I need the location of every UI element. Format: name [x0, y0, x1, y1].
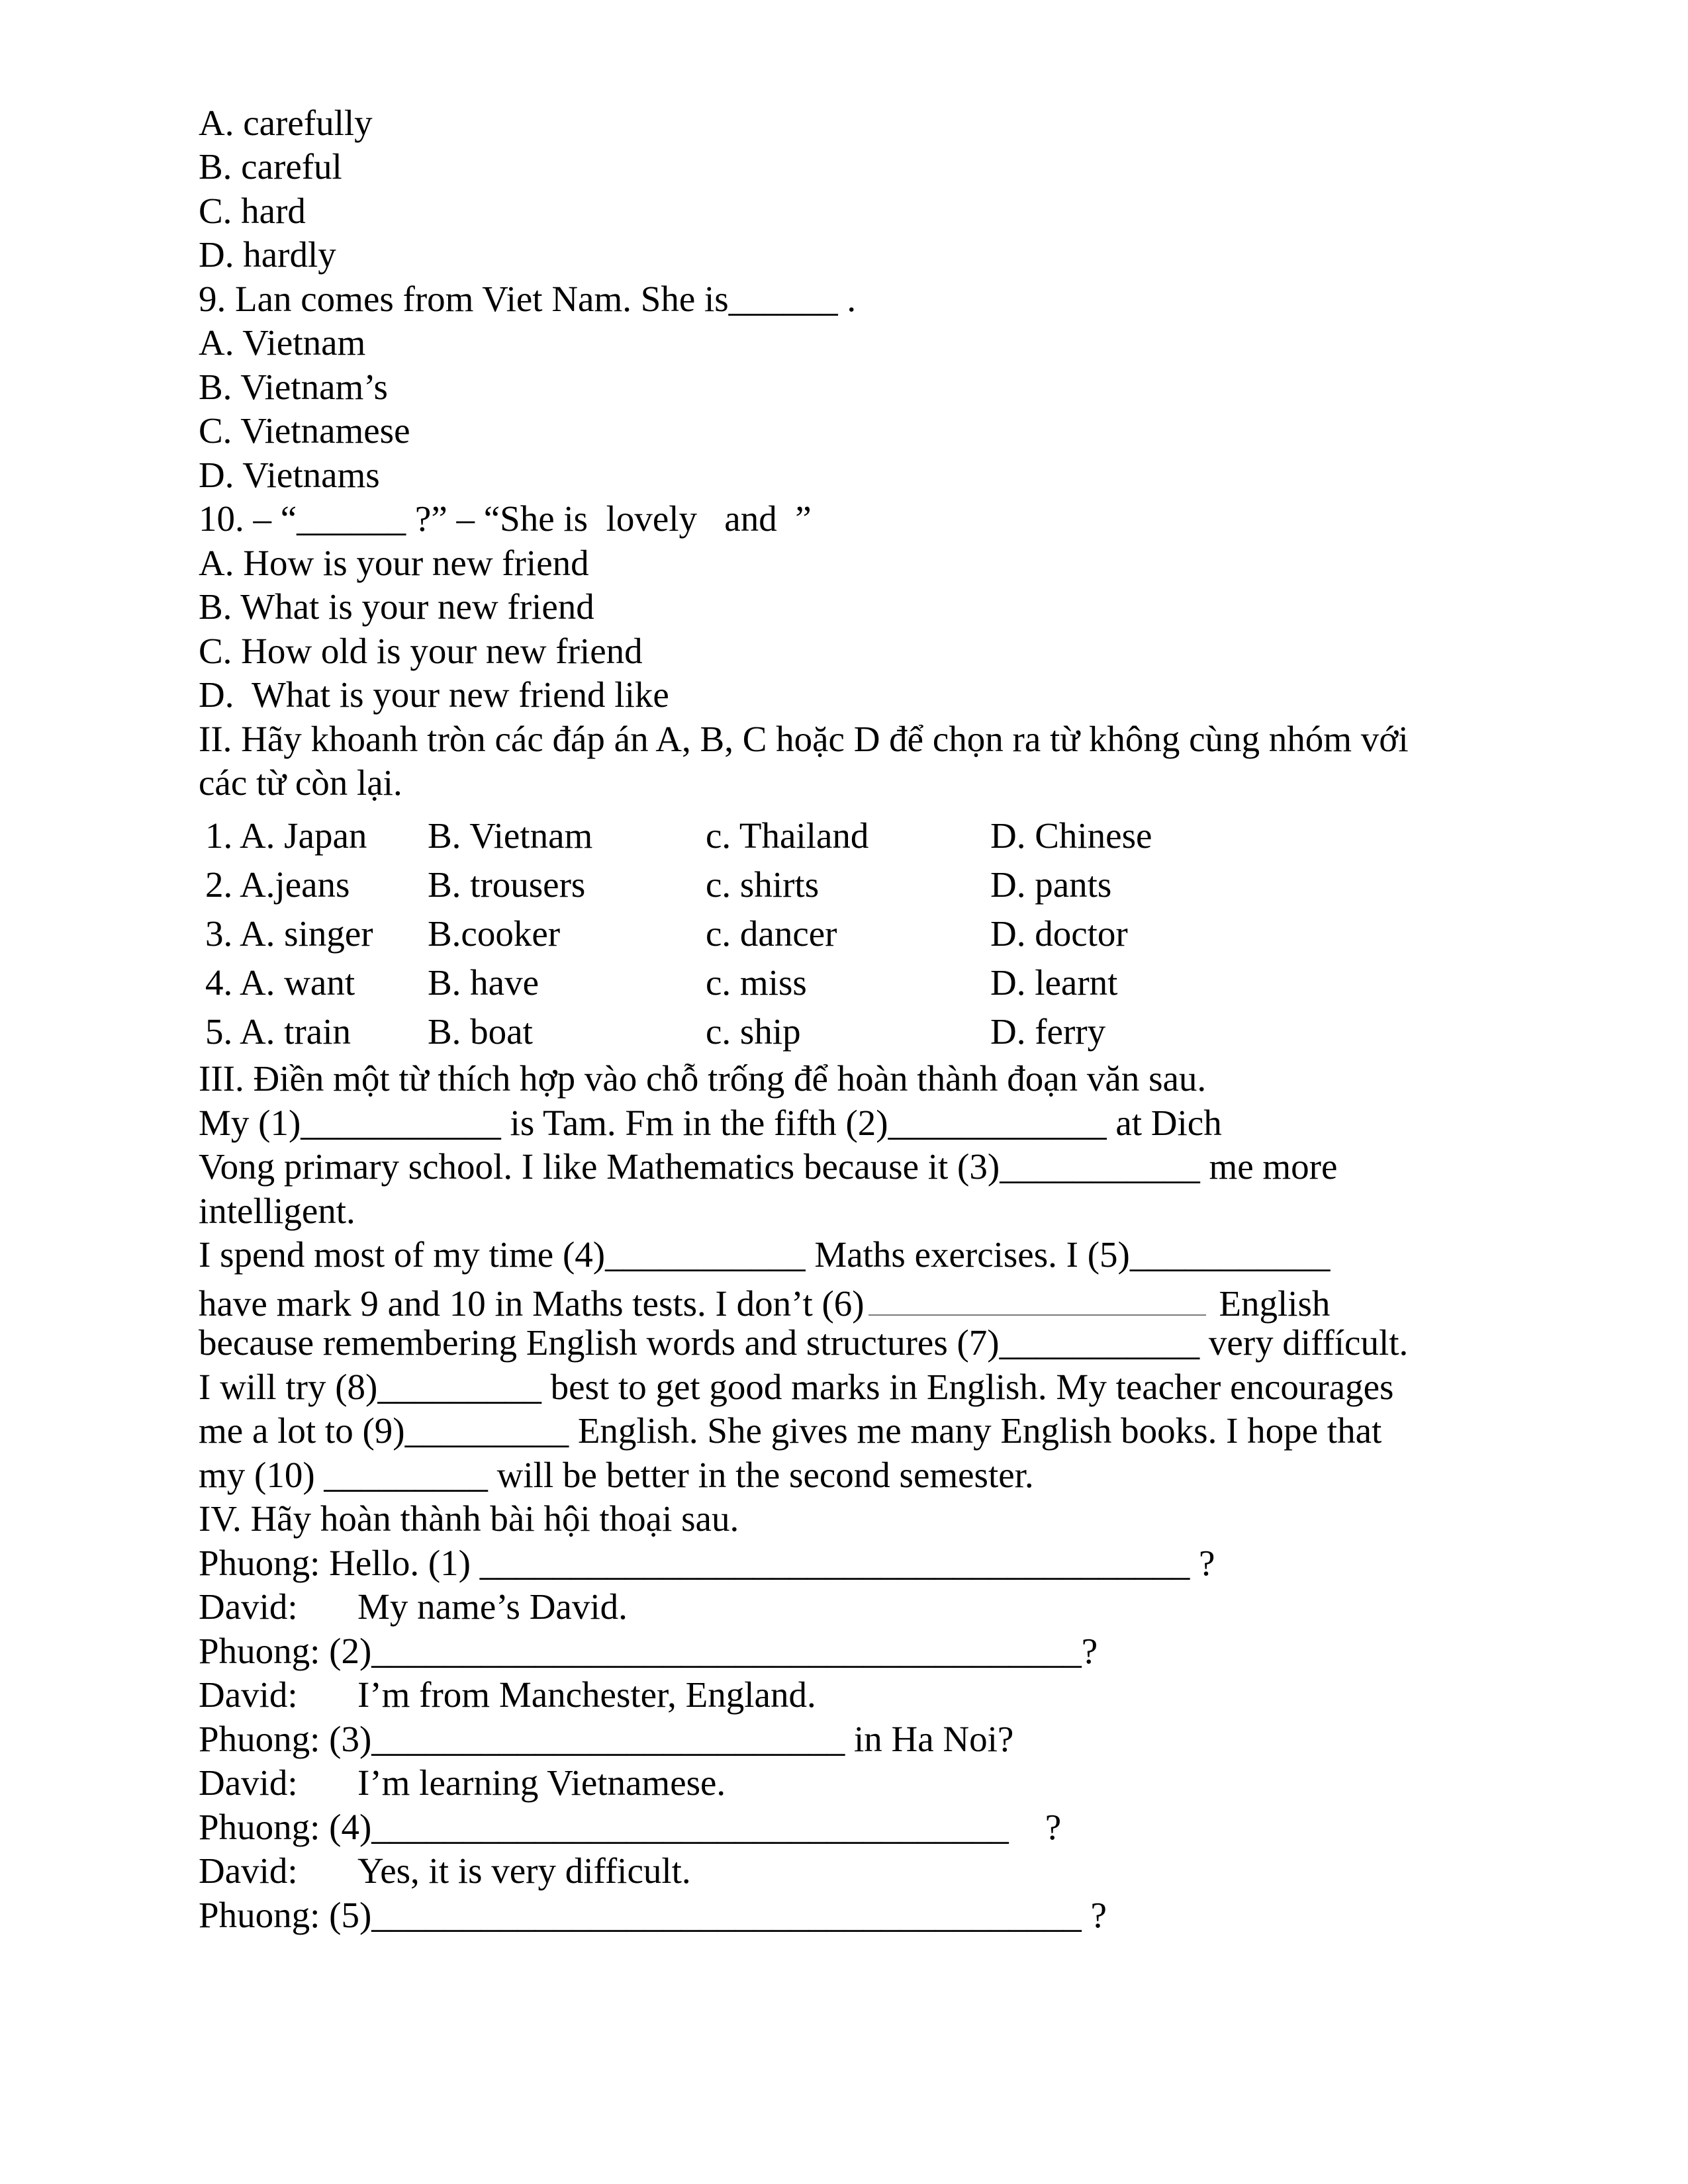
q8-option-a: A. carefully — [199, 103, 373, 143]
q9-question: 9. Lan comes from Viet Nam. She is______ . — [199, 279, 857, 319]
speaker-phuong: Phuong: — [199, 1543, 330, 1583]
dialogue-text: I’m learning Vietnamese. — [357, 1762, 726, 1803]
row3-option-d: D. doctor — [990, 913, 1128, 954]
paragraph-line: intelligent. — [199, 1191, 355, 1231]
speaker-david: David: — [199, 1762, 298, 1803]
q10-option-d: D. What is your new friend like — [199, 674, 669, 715]
blank-6 — [868, 1277, 1206, 1316]
speaker-david: David: — [199, 1850, 298, 1891]
q9-option-a: A. Vietnam — [199, 322, 366, 363]
row4-option-b: B. have — [428, 962, 539, 1003]
row3-option-a: 3. A. singer — [205, 913, 373, 954]
dialogue-line — [199, 1893, 1107, 1937]
row2-option-c: c. shirts — [706, 864, 820, 905]
q10-option-c: C. How old is your new friend — [199, 631, 643, 671]
row1-option-a: 1. A. Japan — [205, 815, 367, 856]
dialogue-line — [199, 1805, 1061, 1849]
q10-option-b: B. What is your new friend — [199, 586, 594, 627]
row5-option-c: c. ship — [706, 1011, 801, 1052]
row4-option-a: 4. A. want — [205, 962, 355, 1003]
section4-heading: IV. Hãy hoàn thành bài hội thoại sau. — [199, 1498, 739, 1539]
row5-option-b: B. boat — [428, 1011, 533, 1052]
speaker-phuong: Phuong: — [199, 1895, 330, 1935]
dialogue-text: (3)__________________________ in Ha Noi? — [329, 1719, 1014, 1759]
dialogue-line — [199, 1541, 1215, 1585]
dialogue-text: My name’s David. — [357, 1586, 628, 1627]
row4-option-d: D. learnt — [990, 962, 1118, 1003]
speaker-phuong: Phuong: — [199, 1807, 330, 1847]
row3-option-b: B.cooker — [428, 913, 561, 954]
q8-option-d: D. hardly — [199, 234, 336, 275]
line6-after: English — [1209, 1283, 1331, 1324]
speaker-david: David: — [199, 1586, 298, 1627]
dialogue-text: Yes, it is very difficult. — [357, 1850, 691, 1891]
speaker-david: David: — [199, 1674, 298, 1715]
row4-option-c: c. miss — [706, 962, 807, 1003]
dialogue-line — [199, 1585, 628, 1629]
dialogue-text: (2)_______________________________________? — [329, 1631, 1098, 1671]
dialogue-line — [199, 1629, 1098, 1673]
row3-option-c: c. dancer — [706, 913, 837, 954]
row5-option-a: 5. A. train — [205, 1011, 351, 1052]
paragraph-line: I will try (8)_________ best to get good marks in English. My teacher encourages — [199, 1367, 1394, 1407]
speaker-phuong: Phuong: — [199, 1719, 330, 1759]
row5-option-d: D. ferry — [990, 1011, 1106, 1052]
row1-option-b: B. Vietnam — [428, 815, 593, 856]
dialogue-text: Hello. (1) _______________________________________ ? — [329, 1543, 1215, 1583]
paragraph-line: I spend most of my time (4)___________ Maths exercises. I (5)___________ — [199, 1234, 1331, 1275]
q10-option-a: A. How is your new friend — [199, 543, 589, 583]
dialogue-line — [199, 1673, 816, 1717]
section3-heading: III. Điền một từ thích hợp vào chỗ trống để hoàn thành đoạn văn sau. — [199, 1058, 1207, 1099]
q9-option-d: D. Vietnams — [199, 455, 380, 495]
dialogue-line — [199, 1761, 726, 1805]
dialogue-line — [199, 1717, 1013, 1761]
paragraph-line: because remembering English words and structures (7)___________ very diffícult. — [199, 1322, 1409, 1363]
dialogue-line — [199, 1849, 691, 1893]
q10-question: 10. – “______ ?” – “She is lovely and ” — [199, 498, 812, 539]
paragraph-line: my (10) _________ will be better in the second semester. — [199, 1455, 1034, 1495]
section2-heading: II. Hãy khoanh tròn các đáp án A, B, C hoặc D để chọn ra từ không cùng nhóm với — [199, 719, 1409, 759]
q9-option-b: B. Vietnam’s — [199, 367, 388, 407]
paragraph-line: me a lot to (9)_________ English. She gives me many English books. I hope that — [199, 1410, 1382, 1451]
paragraph-line: My (1)___________ is Tam. Fm in the fifth (2)____________ at Dich — [199, 1103, 1222, 1143]
q8-option-c: C. hard — [199, 191, 306, 231]
line6-before: have mark 9 and 10 in Maths tests. I don’t (6) — [199, 1283, 865, 1324]
speaker-phuong: Phuong: — [199, 1631, 330, 1671]
row1-option-c: c. Thailand — [706, 815, 869, 856]
q9-option-c: C. Vietnamese — [199, 410, 410, 451]
paragraph-line — [199, 1277, 1331, 1324]
row2-option-a: 2. A.jeans — [205, 864, 350, 905]
section2-heading-cont: các từ còn lại. — [199, 762, 402, 803]
q8-option-b: B. careful — [199, 146, 342, 187]
dialogue-text: (5)_______________________________________ ? — [329, 1895, 1107, 1935]
paragraph-line: Vong primary school. I like Mathematics because it (3)___________ me more — [199, 1146, 1338, 1187]
row1-option-d: D. Chinese — [990, 815, 1152, 856]
dialogue-text: (4)___________________________________ ? — [329, 1807, 1062, 1847]
row2-option-d: D. pants — [990, 864, 1112, 905]
row2-option-b: B. trousers — [428, 864, 586, 905]
dialogue-text: I’m from Manchester, England. — [357, 1674, 816, 1715]
